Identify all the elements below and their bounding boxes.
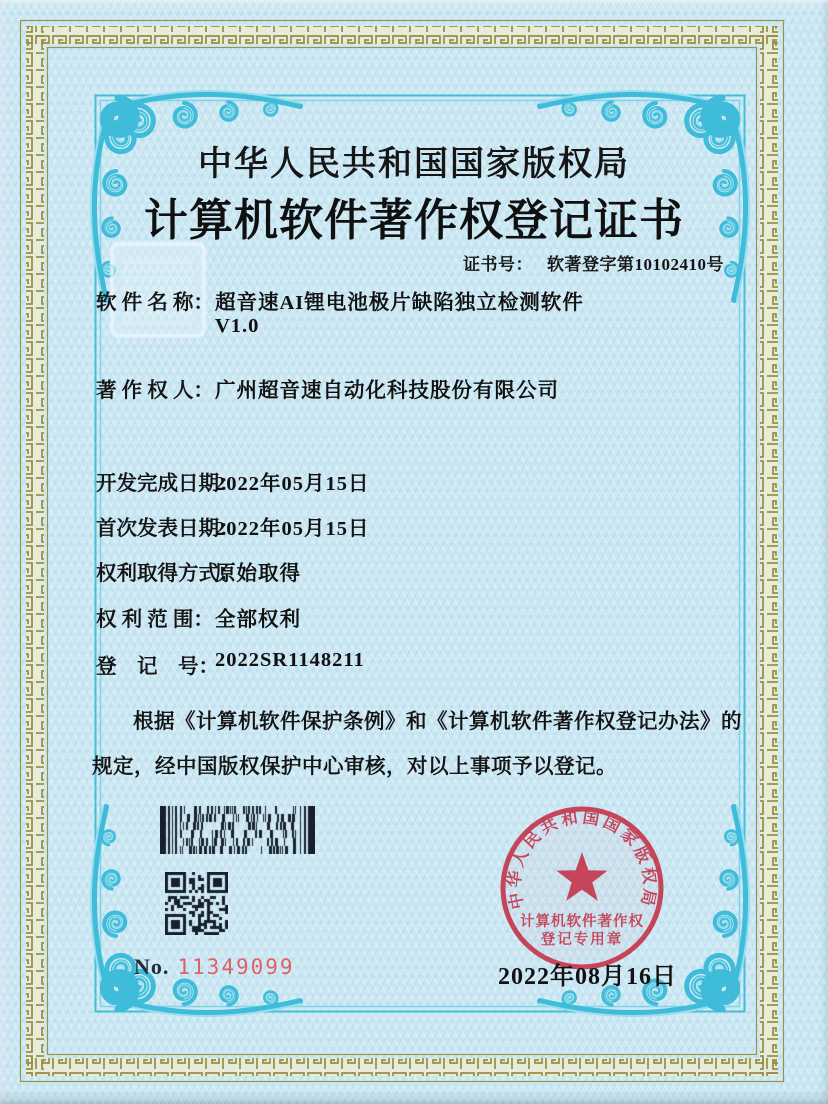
field-row-rights-scope [0, 602, 828, 632]
field-value: 广州超音速自动化科技股份有限公司 [215, 380, 559, 402]
field-label: 软 件 名 称： [96, 292, 214, 314]
seal-caption-line2: 登记专用章 [540, 932, 624, 948]
barcode-2d [160, 806, 315, 854]
issuing-authority: 中华人民共和国国家版权局 [198, 146, 630, 183]
seal-ring-text: 中华人民共和国国家版权局 [504, 807, 660, 911]
certificate-title: 计算机软件著作权登记证书 [144, 196, 684, 245]
qr-code [165, 872, 228, 935]
registration-statement [92, 700, 746, 790]
field-row-copyright-owner [0, 373, 828, 403]
field-label: 权 利 范 围： [96, 609, 214, 631]
field-label: 著 作 权 人： [96, 380, 214, 402]
field-value-version: V1.0 [215, 315, 260, 337]
field-row-software-version [0, 315, 828, 345]
field-row-registration-number [0, 649, 828, 679]
field-value: 2022年05月15日 [215, 518, 370, 540]
statement-line-1: 根据《计算机软件保护条例》和《计算机软件著作权登记办法》的 [133, 711, 742, 733]
certificate-number-line [463, 250, 724, 275]
issue-date: 2022年08月16日 [498, 964, 677, 990]
statement-line-2: 规定，经中国版权保护中心审核，对以上事项予以登记。 [92, 756, 617, 778]
certificate-number-value: 软著登字第10102410号 [547, 255, 724, 274]
field-row-software-name [0, 285, 828, 315]
serial-number-line [134, 954, 295, 980]
field-value: 原始取得 [215, 563, 301, 585]
field-value: 2022年05月15日 [215, 473, 370, 495]
field-label: 登 记 号： [96, 656, 219, 678]
field-value: 2022SR1148211 [215, 649, 365, 671]
field-label: 首次发表日期： [96, 518, 240, 540]
field-row-first-publish-date [0, 511, 828, 541]
field-label: 权利取得方式： [96, 563, 240, 585]
certificate-number-label: 证书号： [463, 255, 533, 274]
seal-caption-line1: 计算机软件著作权 [520, 914, 644, 930]
field-row-dev-complete-date [0, 466, 828, 496]
serial-prefix: No. [134, 954, 170, 979]
serial-number: 11349099 [177, 955, 295, 979]
field-label: 开发完成日期： [96, 473, 240, 495]
field-value: 超音速AI锂电池极片缺陷独立检测软件 [215, 292, 584, 314]
field-row-rights-acquisition [0, 556, 828, 586]
field-value: 全部权利 [215, 609, 301, 631]
